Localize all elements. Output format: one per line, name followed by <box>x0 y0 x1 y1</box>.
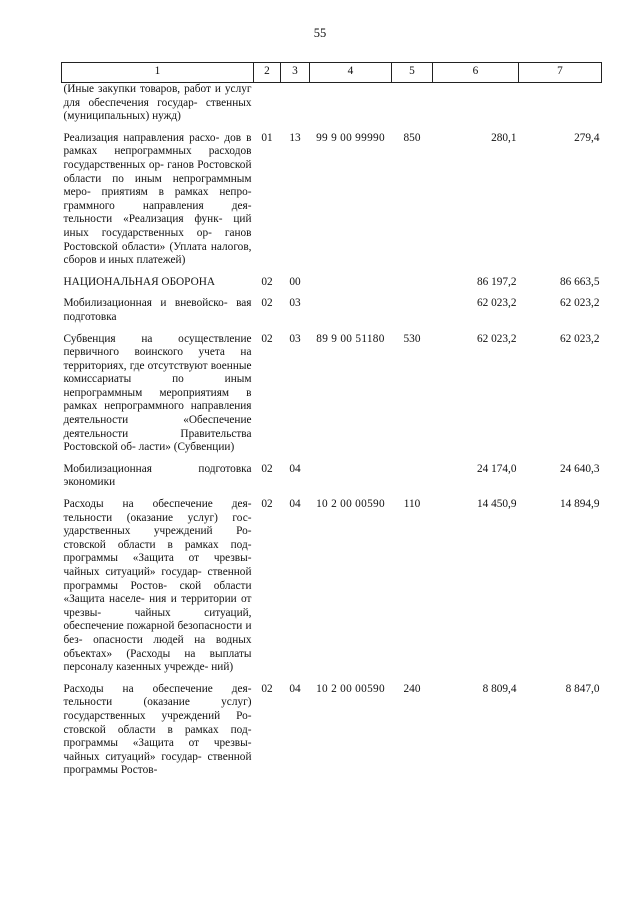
row-description <box>62 683 254 786</box>
section-code: 02 <box>261 297 273 310</box>
subsection-code: 04 <box>289 498 301 511</box>
table-row <box>62 463 602 498</box>
column-header-3: 3 <box>281 63 310 83</box>
description-line: программы «Защита от чрезвы- <box>63 737 252 750</box>
description-line: тельности «Реализация функ- <box>63 213 223 226</box>
expense-type-code <box>392 297 433 332</box>
target-article-code: 10 2 00 00590 <box>316 682 385 695</box>
description-line: ций иных государственных ор- <box>63 213 252 239</box>
description-line: тельности (оказание услуг) <box>63 696 252 709</box>
description-line: ганов Ростовской области по <box>63 158 252 185</box>
description-line: военные комиссариаты по иным <box>63 359 252 386</box>
row-description <box>62 463 254 498</box>
subsection-code: 00 <box>289 275 301 288</box>
description-line: стовской области в рамках под- <box>63 723 252 736</box>
amount-year-1: 62 023,2 <box>476 297 517 310</box>
target-article-code: 89 9 00 51180 <box>316 332 385 345</box>
table-row <box>62 132 602 276</box>
row-description <box>62 498 254 683</box>
column-header-7: 7 <box>519 63 602 83</box>
description-line: ственной программы Ростов- <box>63 750 252 777</box>
description-line: «Обеспечение деятельности <box>63 414 252 440</box>
description-line: расходов государственных ор- <box>63 145 252 171</box>
target-article-code <box>310 276 392 298</box>
target-article-code <box>310 463 392 498</box>
description-line: чайных ситуаций, обеспечение <box>63 606 252 633</box>
table-row <box>62 83 602 132</box>
description-line: иным непрограммным меро- <box>63 172 252 199</box>
description-line: в рамках непрограммного <box>63 386 252 413</box>
column-header-5: 5 <box>392 63 433 83</box>
amount-year-1: 62 023,2 <box>476 332 517 345</box>
description-line: ганов Ростовской области» <box>63 226 252 253</box>
table-header-row <box>62 63 602 83</box>
table-row <box>62 683 602 786</box>
row-description <box>62 132 254 276</box>
target-article-code: 10 2 00 00590 <box>316 498 385 511</box>
description-line: чайных ситуаций» государ- <box>63 566 202 578</box>
description-line: территориях, где отсутствуют <box>63 359 208 372</box>
column-header-1: 1 <box>62 63 254 83</box>
description-line: ственных (муниципальных) <box>63 96 252 123</box>
section-code: 02 <box>261 462 273 475</box>
subsection-code: 03 <box>289 332 301 345</box>
amount-year-1: 280,1 <box>491 131 517 144</box>
section-code: 01 <box>261 131 273 144</box>
column-header-6: 6 <box>433 63 519 83</box>
description-line: дов в рамках непрограммных <box>63 131 252 158</box>
subsection-code: 04 <box>289 462 301 475</box>
description-line: Мобилизационная и вневойско- <box>63 297 228 310</box>
page-number: 55 <box>313 26 327 40</box>
column-header-2: 2 <box>254 63 281 83</box>
amount-year-2 <box>519 83 602 132</box>
amount-year-2: 14 894,9 <box>559 498 600 511</box>
table-row <box>62 333 602 463</box>
amount-year-2: 8 847,0 <box>565 682 600 695</box>
description-line: объектах» (Расходы на выплаты <box>63 647 252 660</box>
description-line: программы «Защита от чрезвы- <box>63 552 252 565</box>
subsection-code <box>281 83 310 132</box>
budget-table <box>61 62 602 786</box>
description-line: ния и территории от чрезвы- <box>63 593 252 619</box>
description-line: персоналу казенных учрежде- <box>63 661 209 674</box>
description-line: государственных учреждений Ро- <box>63 709 252 722</box>
section-code: 02 <box>261 275 273 288</box>
amount-year-2: 86 663,5 <box>559 275 600 288</box>
section-code: 02 <box>261 332 273 345</box>
amount-year-1: 86 197,2 <box>476 275 517 288</box>
description-line: стовской области в рамках под- <box>63 538 252 551</box>
description-line: экономики <box>63 476 116 489</box>
description-line: ний) <box>211 661 234 674</box>
table-row <box>62 498 602 683</box>
description-line: ской области «Защита населе- <box>63 579 252 606</box>
amount-year-1: 14 450,9 <box>476 498 517 511</box>
row-description <box>62 333 254 463</box>
amount-year-2: 62 023,2 <box>559 332 600 345</box>
target-article-code: 99 9 00 99990 <box>316 131 385 144</box>
description-line: Мобилизационная подготовка <box>63 462 252 475</box>
section-code <box>254 83 281 132</box>
description-line: Субвенция на осуществление <box>63 332 252 345</box>
description-line: НАЦИОНАЛЬНАЯ ОБОРОНА <box>63 275 216 288</box>
row-description <box>62 83 254 132</box>
description-line: вая подготовка <box>63 297 252 323</box>
subsection-code: 04 <box>289 682 301 695</box>
amount-year-2: 24 640,3 <box>559 462 600 475</box>
description-line: Правительства Ростовской об- <box>63 427 252 454</box>
expense-type-code <box>392 276 433 298</box>
column-header-4: 4 <box>310 63 392 83</box>
amount-year-2: 62 023,2 <box>559 297 600 310</box>
expense-type-code <box>392 83 433 132</box>
description-line: нужд) <box>152 110 181 123</box>
description-line: пожарной безопасности и без- <box>63 620 252 646</box>
expense-type-code: 240 <box>403 682 421 695</box>
table-row <box>62 297 602 332</box>
row-description <box>62 276 254 298</box>
subsection-code: 03 <box>289 297 301 310</box>
subsection-code: 13 <box>289 131 301 144</box>
expense-type-code: 850 <box>403 131 421 144</box>
description-line: тельности (оказание услуг) гос- <box>63 511 252 524</box>
description-line: (Иные закупки товаров, работ и <box>63 83 221 95</box>
description-line: приятиям в рамках непро- <box>101 186 252 199</box>
description-line: Расходы на обеспечение дея- <box>63 498 252 511</box>
description-line: услуг для обеспечения государ- <box>63 83 252 109</box>
description-line: (Уплата налогов, сборов и иных <box>63 240 252 267</box>
section-code: 02 <box>261 682 273 695</box>
expense-type-code: 530 <box>403 332 421 345</box>
description-line: платежей) <box>136 254 186 267</box>
description-line: Реализация направления расхо- <box>63 131 220 144</box>
amount-year-1: 24 174,0 <box>476 462 517 475</box>
description-line: направления деятельности <box>63 400 252 427</box>
description-line: опасности людей на водных <box>93 633 252 646</box>
table-row <box>62 276 602 298</box>
amount-year-1 <box>433 83 519 132</box>
description-line: чайных ситуаций» государ- <box>63 750 202 763</box>
description-line: Расходы на обеспечение дея- <box>63 682 252 695</box>
section-code: 02 <box>261 498 273 511</box>
description-line: ласти» (Субвенции) <box>138 441 235 454</box>
expense-type-code <box>392 463 433 498</box>
expense-type-code: 110 <box>403 498 421 511</box>
row-description <box>62 297 254 332</box>
target-article-code <box>310 297 392 332</box>
amount-year-1: 8 809,4 <box>482 682 517 695</box>
description-line: непрограммным мероприятиям <box>63 386 230 399</box>
description-line: ударственных учреждений Ро- <box>63 525 252 538</box>
description-line: первичного воинского учета на <box>63 346 252 359</box>
amount-year-2: 279,4 <box>574 131 600 144</box>
target-article-code <box>310 83 392 132</box>
description-line: граммного направления дея- <box>63 199 252 212</box>
description-line: ственной программы Ростов- <box>63 566 252 592</box>
